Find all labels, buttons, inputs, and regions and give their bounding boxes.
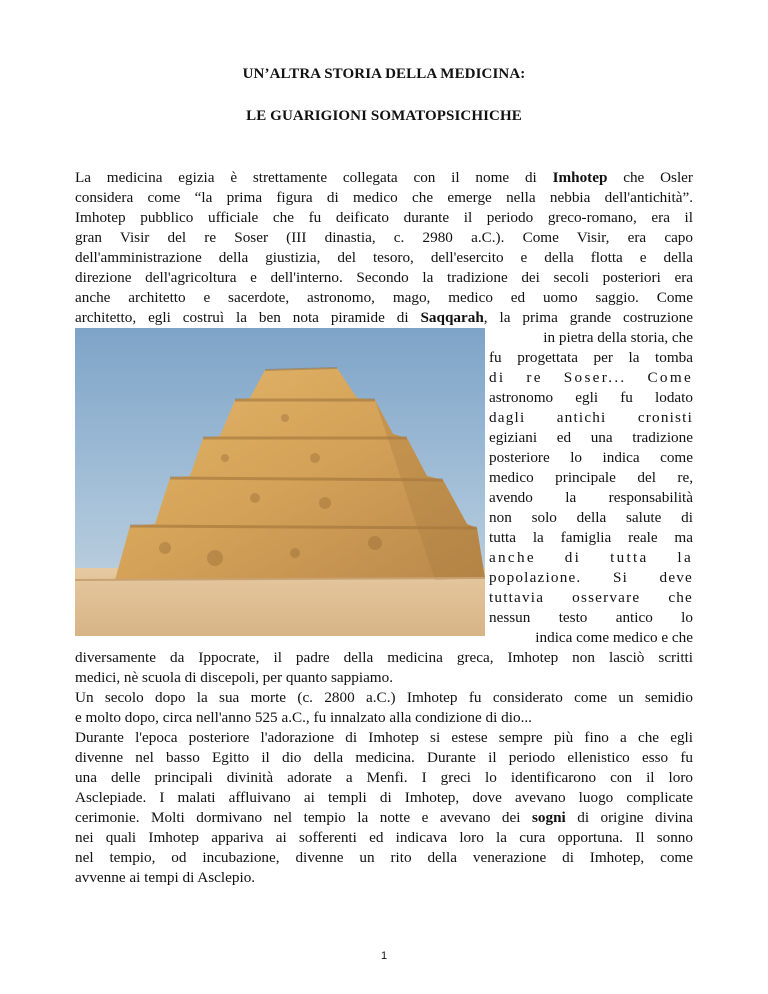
bold-term-saqqarah: Saqqarah	[420, 309, 484, 326]
text-line: diversamente da Ippocrate, il padre della medicina greca, Imhotep non lasciò scritti	[75, 649, 693, 666]
text-line: Un secolo dopo la sua morte (c. 2800 a.C.) Imhotep fu considerato come un semidio	[75, 689, 693, 706]
text-line: dell'amministrazione della giustizia, del tesoro, dell'esercito e della flotta e della	[75, 249, 693, 266]
text-line: nessun testo antico lo	[489, 609, 693, 626]
text-line: non solo della salute di	[489, 509, 693, 526]
text-line: dagli antichi cronisti	[489, 409, 693, 426]
document-title: UN’ALTRA STORIA DELLA MEDICINA:	[242, 66, 526, 82]
text-line: popolazione. Si deve	[489, 569, 693, 586]
step-pyramid-photo	[75, 328, 485, 636]
text-line: fu progettata per la tomba	[489, 349, 693, 366]
text-line: tuttavia osservare che	[489, 589, 693, 606]
text-line: La medicina egizia è strettamente collegata con il nome di Imhotep che Osler	[75, 169, 693, 186]
text-line: anche di tutta la	[489, 549, 693, 566]
text-line: una delle principali divinità adorate a Menfi. I greci lo identificarono con il loro	[75, 769, 693, 786]
text-line: nei quali Imhotep appariva ai sofferenti ed indicava loro la cura opportuna. Il sonno	[75, 829, 693, 846]
text-line: architetto, egli costruì la ben nota piramide di Saqqarah, la prima grande costruzione	[75, 309, 693, 326]
bold-term-imhotep: Imhotep	[552, 169, 608, 186]
text-line: posteriore lo indica come	[489, 449, 693, 466]
text-line: considera come “la prima figura di medico che emerge nella nebbia dell'antichità”.	[75, 189, 693, 206]
text-line: direzione dell'agricoltura e dell'interno. Secondo la tradizione dei secoli posteriori era	[75, 269, 693, 286]
text-line: e molto dopo, circa nell'anno 525 a.C., fu innalzato alla condizione di dio...	[75, 709, 532, 726]
text-line: Asclepiade. I malati affluivano ai templi di Imhotep, dove avevano luogo complicate	[75, 789, 693, 806]
text-line: avendo la responsabilità	[489, 489, 693, 506]
text-line: cerimonie. Molti dormivano nel tempio la notte e avevano dei sogni di origine divina	[75, 809, 694, 826]
text-line: divenne nel basso Egitto il dio della medicina. Durante il periodo ellenistico esso fu	[75, 749, 693, 766]
page-number: 1	[380, 950, 388, 962]
text-line: Durante l'epoca posteriore l'adorazione di Imhotep si estese sempre più fino a che egli	[75, 729, 693, 746]
text-line: medici, nè scuola di discepoli, per quanto sappiamo.	[75, 669, 394, 686]
text-line: nel tempio, od incubazione, divenne un rito della venerazione di Imhotep, come	[75, 849, 693, 866]
text-line: medico principale del re,	[489, 469, 693, 486]
bold-term-sogni: sogni	[531, 809, 566, 826]
text-line: di re Soser... Come	[489, 369, 693, 386]
text-line: indica come medico e che	[535, 629, 693, 646]
document-subtitle: LE GUARIGIONI SOMATOPSICHICHE	[246, 108, 522, 124]
text-line: tutta la famiglia reale ma	[489, 529, 693, 546]
text-line: egiziani ed una tradizione	[489, 429, 693, 446]
text-line: astronomo egli fu lodato	[489, 389, 693, 406]
text-line: avvenne ai tempi di Asclepio.	[75, 869, 256, 886]
text-line: anche architetto e sacerdote, astronomo, mago, medico ed uomo saggio. Come	[75, 289, 693, 306]
text-line: gran Visir del re Soser (III dinastia, c. 2980 a.C.). Come Visir, era capo	[75, 229, 693, 246]
text-line: Imhotep pubblico ufficiale che fu deificato durante il periodo greco-romano, era il	[75, 209, 693, 226]
text-line: in pietra della storia, che	[543, 329, 693, 346]
